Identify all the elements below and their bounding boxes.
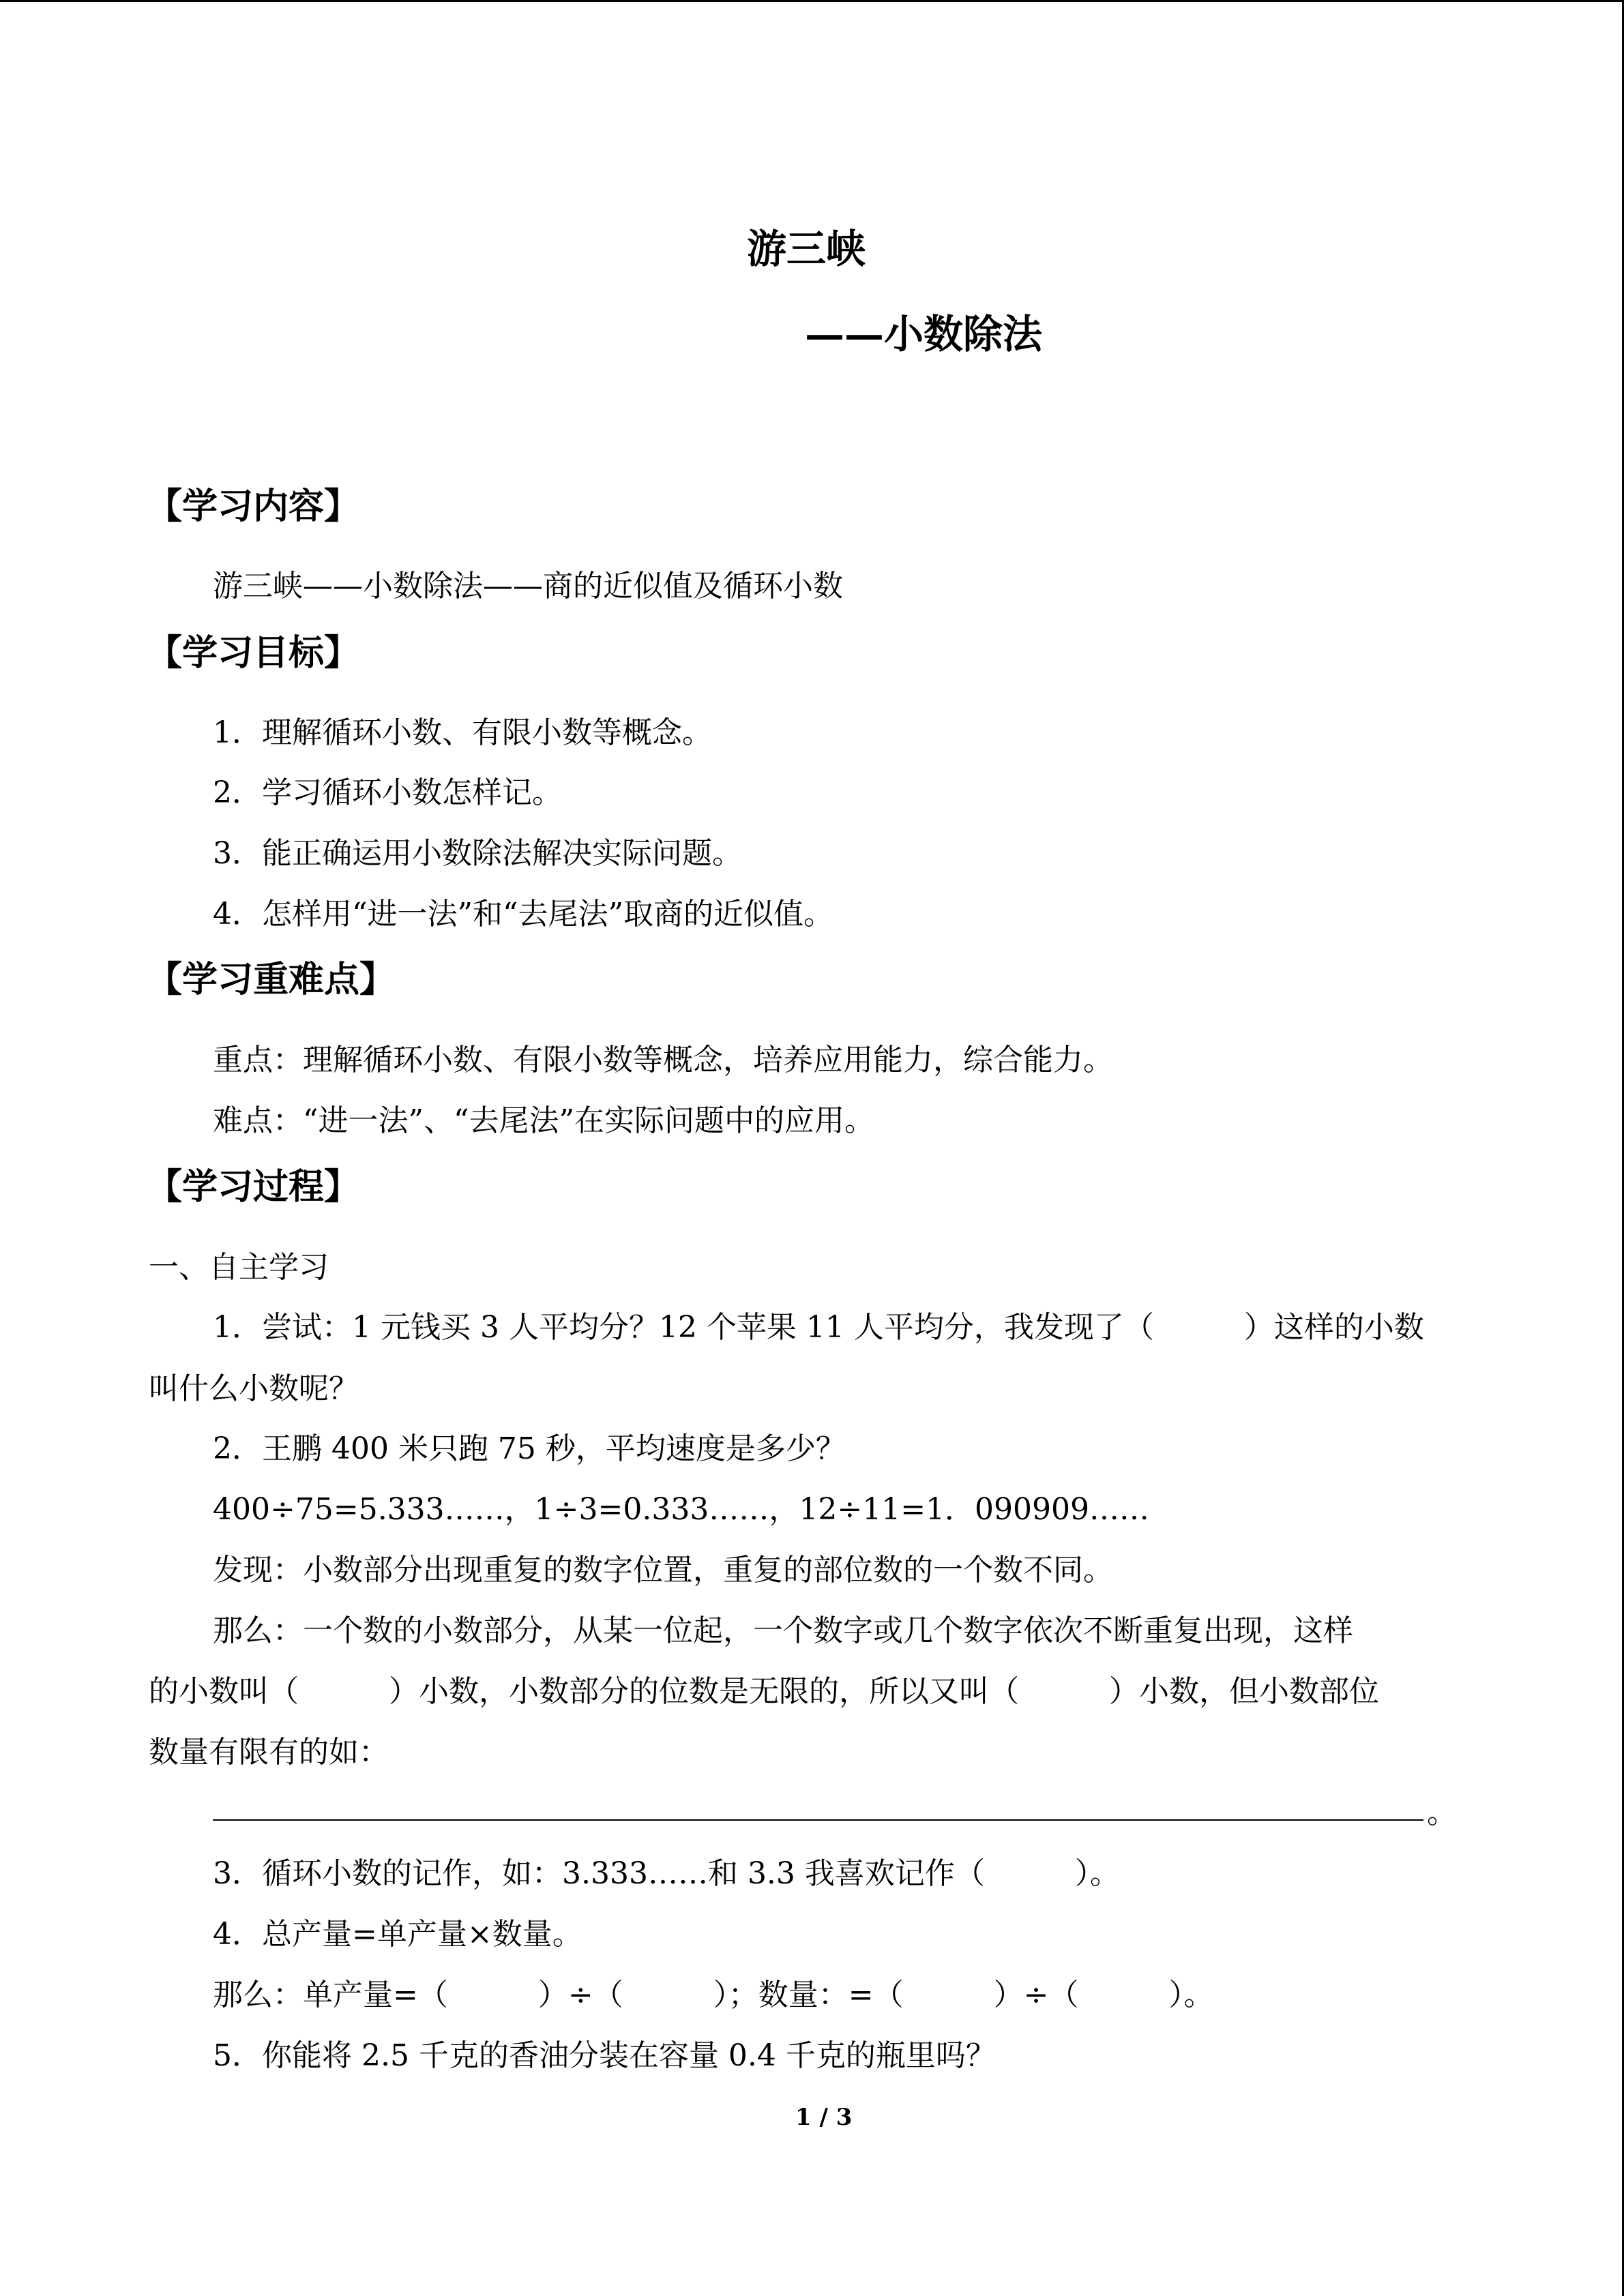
content-text: 游三峡——小数除法——商的近似值及循环小数 [213,569,843,603]
question-3: 3．循环小数的记作，如：3.333……和 3.3 我喜欢记作（ ）。 [213,1856,1120,1891]
content-heading: 【学习内容】 [147,486,360,527]
goal-item: 3．能正确运用小数除法解决实际问题。 [213,836,742,871]
question-4-then: 那么：单产量=（ ）÷（ ）；数量：=（ ）÷（ ）。 [213,1978,1214,2012]
page-number: 1 / 3 [795,2104,853,2131]
page-border-top [0,0,1624,2]
question-2: 2．王鹏 400 米只跑 75 秒，平均速度是多少？ [213,1431,846,1466]
definition-line: 的小数叫（ ）小数，小数部分的位数是无限的，所以又叫（ ）小数，但小数部位 [149,1674,1379,1709]
discovery-text: 发现：小数部分出现重复的数字位置，重复的部位数的一个数不同。 [213,1553,1113,1587]
definition-line: 数量有限有的如： [149,1735,389,1770]
question-1: 1．尝试：1 元钱买 3 人平均分？12 个苹果 11 人平均分，我发现了（ ）这样的小数 [213,1310,1424,1345]
key-point: 重点：理解循环小数、有限小数等概念，培养应用能力，综合能力。 [213,1043,1113,1077]
definition-line: 那么：一个数的小数部分，从某一位起，一个数字或几个数字依次不断重复出现，这样 [213,1613,1353,1648]
process-heading: 【学习过程】 [147,1167,360,1208]
question-1-cont: 叫什么小数呢？ [149,1371,359,1406]
goals-heading: 【学习目标】 [147,633,360,674]
blank-end-mark: 。 [1427,1795,1457,1830]
difficulty-point: 难点：“进一法”、“去尾法”在实际问题中的应用。 [213,1103,874,1138]
question-4: 4．总产量=单产量×数量。 [213,1917,582,1952]
key-heading: 【学习重难点】 [147,959,396,1000]
page-title: 游三峡 [747,226,866,272]
part-heading: 一、自主学习 [149,1250,329,1285]
goal-item: 1．理解循环小数、有限小数等概念。 [213,715,712,750]
page-subtitle: ——小数除法 [805,311,1043,357]
question-5: 5．你能将 2.5 千克的香油分装在容量 0.4 千克的瓶里吗？ [213,2038,996,2073]
calculation-line: 400÷75=5.333……，1÷3=0.333……，12÷11=1．090909…… [213,1492,1150,1527]
answer-blank-line[interactable] [213,1819,1423,1821]
goal-item: 4．怎样用“进一法”和“去尾法”取商的近似值。 [213,897,833,931]
goal-item: 2．学习循环小数怎样记。 [213,775,562,810]
